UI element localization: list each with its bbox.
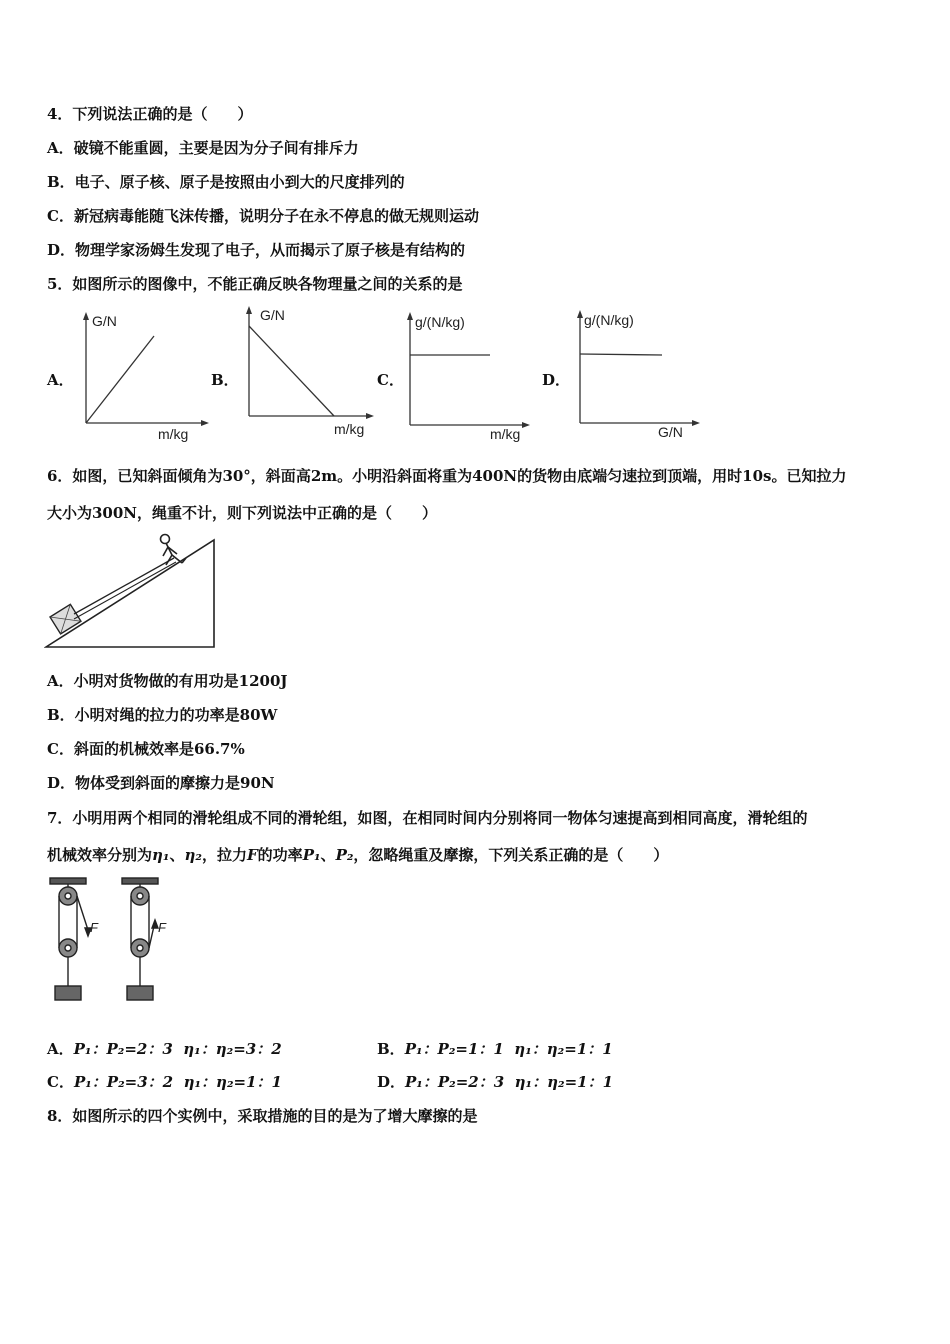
q7-option-d: D．P₁：P₂=2：3 η₁：η₂=1：1 [377, 1073, 614, 1091]
q6-option-c: C．斜面的机械效率是66.7% [47, 740, 245, 758]
force-symbol: F [247, 846, 258, 864]
q5-graph-a [70, 308, 210, 443]
q4-option-c: C．新冠病毒能随飞沫传播，说明分子在永不停息的做无规则运动 [47, 207, 479, 225]
x-arrow [522, 422, 530, 428]
q5-graph-c [398, 308, 533, 443]
q4-option-b: B．电子、原子核、原子是按照由小到大的尺度排列的 [47, 173, 405, 191]
q8-stem: 8．如图所示的四个实例中，采取措施的目的是为了增大摩擦的是 [47, 1107, 478, 1125]
q5-graph-c-label: C． [377, 371, 404, 389]
q7-option-a: A．P₁：P₂=2：3 η₁：η₂=3：2 [47, 1040, 282, 1058]
y-axis-label: G/N [92, 313, 117, 329]
q6-option-b: B．小明对绳的拉力的功率是80W [47, 706, 278, 724]
force-label-left: F [90, 920, 98, 935]
x-axis-label: G/N [658, 424, 683, 440]
q5-graph-b [236, 302, 376, 442]
q6-option-a: A．小明对货物做的有用功是1200J [47, 672, 288, 690]
eta1-symbol: η₁ [152, 846, 170, 864]
plot-line [86, 336, 154, 423]
p1-symbol: P₁ [302, 846, 321, 864]
x-arrow [692, 420, 700, 426]
q4-option-a: A．破镜不能重圆，主要是因为分子间有排斥力 [47, 139, 359, 157]
plot-line [249, 326, 334, 416]
incline-figure [44, 530, 219, 652]
plot-line [580, 354, 662, 355]
x-arrow [366, 413, 374, 419]
rope [74, 558, 174, 614]
y-arrow [407, 312, 413, 320]
x-axis-label: m/kg [490, 426, 521, 442]
q6-stem-line2: 大小为300N，绳重不计，则下列说法中正确的是（ ） [47, 504, 438, 522]
force-label-right: F [158, 920, 166, 935]
eta2-symbol: η₂ [184, 846, 202, 864]
crate-box [50, 604, 81, 634]
q7-stem-line1: 7．小明用两个相同的滑轮组成不同的滑轮组，如图，在相同时间内分别将同一物体匀速提高到相同高度，滑轮组的 [47, 809, 808, 827]
q7-stem-line2: 机械效率分别为η₁、η₂，拉力F的功率P₁、P₂，忽略绳重及摩擦，下列关系正确的是（ ） [47, 846, 669, 864]
q5-graph-a-label: A． [47, 371, 74, 389]
x-arrow [201, 420, 209, 426]
q6-option-d: D．物体受到斜面的摩擦力是90N [47, 774, 275, 792]
q5-graph-d [568, 306, 703, 442]
q7-option-c: C．P₁：P₂=3：2 η₁：η₂=1：1 [47, 1073, 282, 1091]
p2-symbol: P₂ [335, 846, 354, 864]
q4-option-d: D．物理学家汤姆生发现了电子，从而揭示了原子核是有结构的 [47, 241, 466, 259]
y-axis-label: g/(N/kg) [415, 314, 465, 330]
y-arrow [83, 312, 89, 320]
pulley-system-left [50, 878, 91, 1000]
q4-stem: 4．下列说法正确的是（ ） [47, 105, 253, 123]
y-arrow [246, 306, 252, 314]
incline-triangle [46, 540, 214, 647]
q5-graph-d-label: D． [542, 371, 571, 389]
y-axis-label: g/(N/kg) [584, 312, 634, 328]
y-axis-label: G/N [260, 307, 285, 323]
x-axis-label: m/kg [158, 426, 189, 442]
q5-graph-b-label: B． [211, 371, 239, 389]
pulley-figure [44, 874, 179, 1006]
q6-stem-line1: 6．如图，已知斜面倾角为30°，斜面高2m。小明沿斜面将重为400N的货物由底端匀速拉到顶端，用时10s。已知拉力 [47, 467, 847, 485]
y-arrow [577, 310, 583, 318]
pulley-system-right [122, 878, 158, 1000]
rope-line [74, 562, 176, 619]
x-axis-label: m/kg [334, 421, 365, 437]
q5-stem: 5．如图所示的图像中，不能正确反映各物理量之间的关系的是 [47, 275, 463, 293]
q7-option-b: B．P₁：P₂=1：1 η₁：η₂=1：1 [377, 1040, 613, 1058]
